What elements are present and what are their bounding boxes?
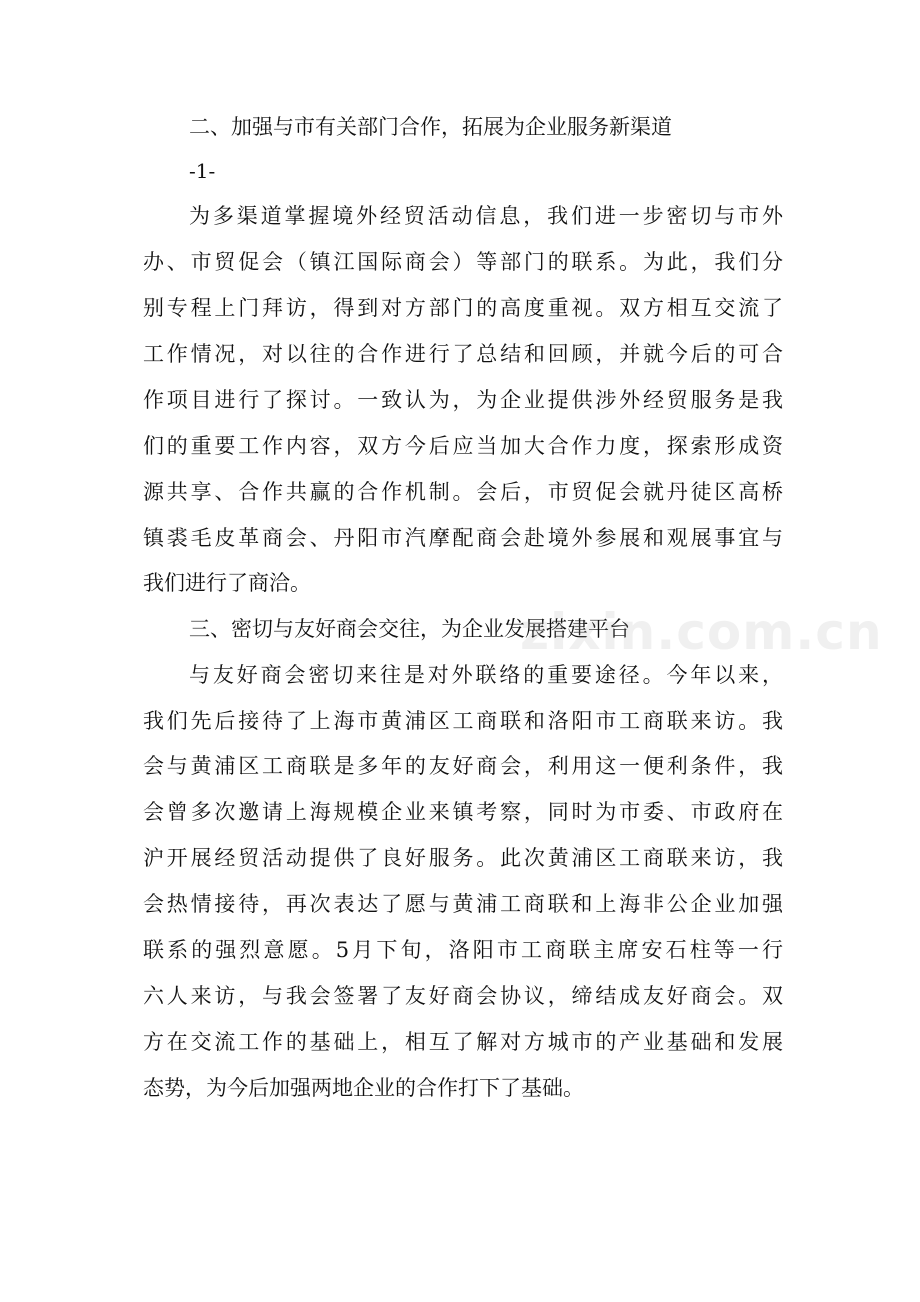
paragraph-line: 我们先后接待了上海市黄浦区工商联和洛阳市工商联来访。我 xyxy=(143,709,783,733)
paragraph-line: 会与黄浦区工商联是多年的友好商会，利用这一便利条件，我 xyxy=(143,754,783,778)
paragraph-line: 会热情接待，再次表达了愿与黄浦工商联和上海非公企业加强 xyxy=(143,892,783,916)
section-heading-3: 三、密切与友好商会交往，为企业发展搭建平台 xyxy=(189,617,630,641)
site-watermark: zixin.com.cn xyxy=(520,603,883,661)
paragraph-line: 会曾多次邀请上海规模企业来镇考察，同时为市委、市政府在 xyxy=(143,800,783,824)
paragraph-line: 为多渠道掌握境外经贸活动信息，我们进一步密切与市外 xyxy=(189,204,783,228)
paragraph-line: 与友好商会密切来往是对外联络的重要途径。今年以来， xyxy=(189,663,783,687)
paragraph-line: 方在交流工作的基础上，相互了解对方城市的产业基础和发展 xyxy=(143,1030,783,1054)
paragraph-line: 镇裘毛皮革商会、丹阳市汽摩配商会赴境外参展和观展事宜与 xyxy=(143,526,783,550)
paragraph-line: 我们进行了商洽。 xyxy=(143,571,311,595)
page-number: -1- xyxy=(189,159,216,183)
paragraph-line: 工作情况，对以往的合作进行了总结和回顾，并就今后的可合 xyxy=(143,342,783,366)
paragraph-line: 们的重要工作内容，双方今后应当加大合作力度，探索形成资 xyxy=(143,434,783,458)
paragraph-line: 作项目进行了探讨。一致认为，为企业提供涉外经贸服务是我 xyxy=(143,388,783,412)
paragraph-line: 办、市贸促会（镇江国际商会）等部门的联系。为此，我们分 xyxy=(143,250,783,274)
paragraph-line: 沪开展经贸活动提供了良好服务。此次黄浦区工商联来访，我 xyxy=(143,846,783,870)
paragraph-line: 源共享、合作共赢的合作机制。会后，市贸促会就丹徒区高桥 xyxy=(143,480,783,504)
paragraph-line: 态势，为今后加强两地企业的合作打下了基础。 xyxy=(143,1076,584,1100)
paragraph-line: 六人来访，与我会签署了友好商会协议，缔结成友好商会。双 xyxy=(143,984,783,1008)
paragraph-line: 别专程上门拜访，得到对方部门的高度重视。双方相互交流了 xyxy=(143,296,783,320)
section-heading-2: 二、加强与市有关部门合作，拓展为企业服务新渠道 xyxy=(189,115,672,139)
paragraph-line: 联系的强烈意愿。5月下旬，洛阳市工商联主席安石柱等一行 xyxy=(143,938,783,962)
